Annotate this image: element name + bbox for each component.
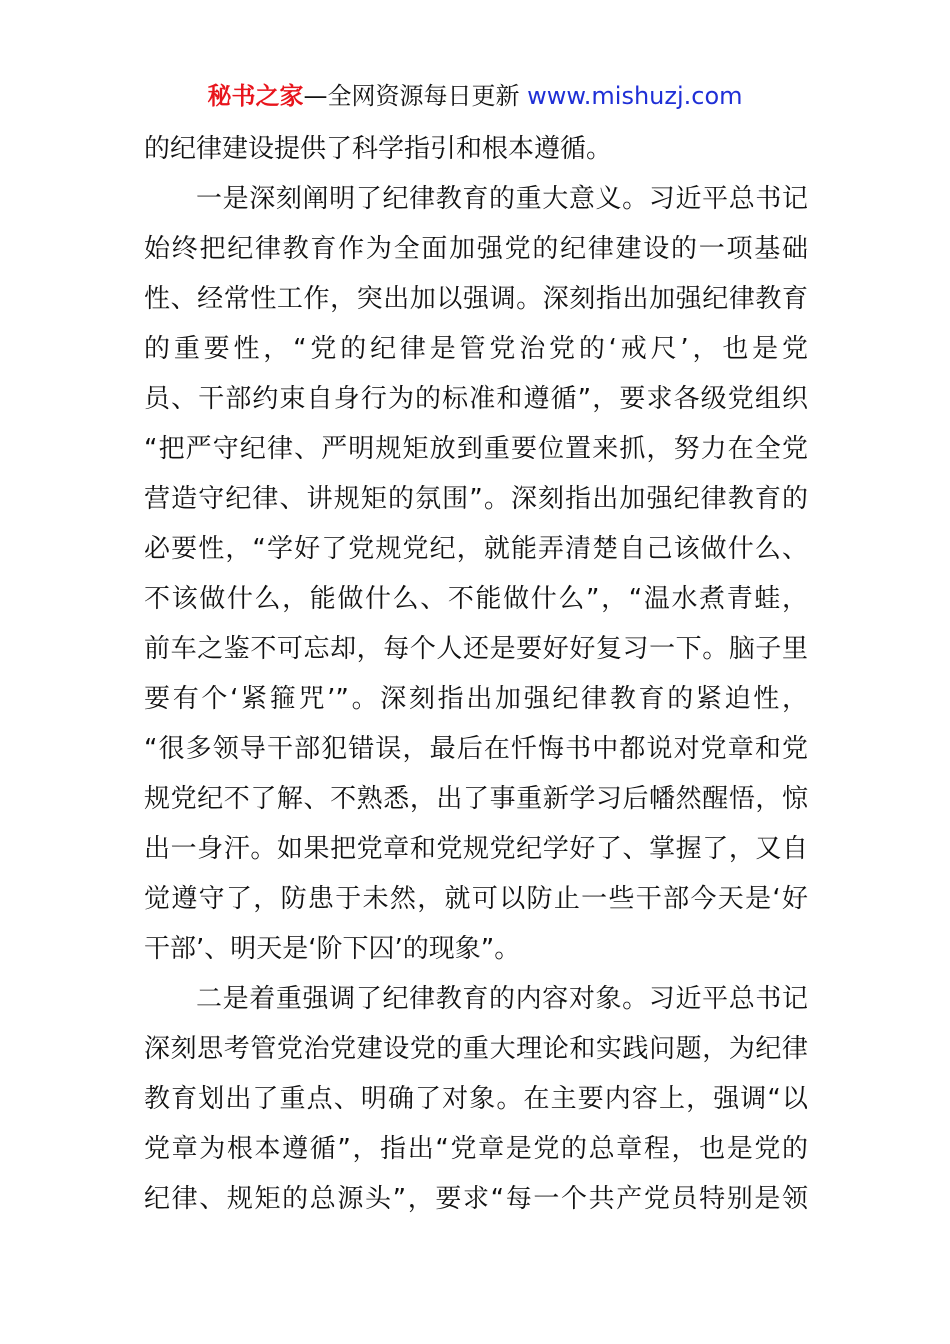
text-line: 始终把纪律教育作为全面加强党的纪律建设的一项基础 xyxy=(144,234,808,264)
text-line: 干部’、明天是‘阶下囚’的现象”。 xyxy=(144,934,521,964)
text-line: 前车之鉴不可忘却，每个人还是要好好复习一下。脑子里 xyxy=(144,634,808,664)
text-line: “把严守纪律、严明规矩放到重要位置来抓，努力在全党 xyxy=(144,434,808,464)
text-line: 规党纪不了解、不熟悉，出了事重新学习后幡然醒悟，惊 xyxy=(144,784,808,814)
text-line: 深刻思考管党治党建设党的重大理论和实践问题，为纪律 xyxy=(144,1034,808,1064)
site-tagline: —全网资源每日更新 xyxy=(303,82,528,110)
text-line: 营造守纪律、讲规矩的氛围”。深刻指出加强纪律教育的 xyxy=(144,484,808,514)
text-line: 纪律、规矩的总源头”，要求“每一个共产党员特别是领 xyxy=(144,1184,808,1214)
paragraph-start-line: 一是深刻阐明了纪律教育的重大意义。习近平总书记 xyxy=(196,184,808,214)
text-line: “很多领导干部犯错误，最后在忏悔书中都说对党章和党 xyxy=(144,734,808,764)
text-line: 的重要性，“党的纪律是管党治党的‘戒尺’，也是党 xyxy=(144,334,808,364)
text-line: 出一身汗。如果把党章和党规党纪学好了、掌握了，又自 xyxy=(144,834,808,864)
text-line: 不该做什么，能做什么、不能做什么”，“温水煮青蛙， xyxy=(144,584,808,614)
paragraph-start-line: 二是着重强调了纪律教育的内容对象。习近平总书记 xyxy=(196,984,808,1014)
text-line: 要有个‘紧箍咒’”。深刻指出加强纪律教育的紧迫性， xyxy=(144,684,808,714)
text-line: 党章为根本遵循”，指出“党章是党的总章程，也是党的 xyxy=(144,1134,808,1164)
text-line: 必要性，“学好了党规党纪，就能弄清楚自己该做什么、 xyxy=(144,534,808,564)
text-line: 的纪律建设提供了科学指引和根本遵循。 xyxy=(144,134,613,164)
text-line: 性、经常性工作，突出加以强调。深刻指出加强纪律教育 xyxy=(144,284,808,314)
site-header xyxy=(0,80,950,112)
text-line: 教育划出了重点、明确了对象。在主要内容上，强调“以 xyxy=(144,1084,808,1114)
site-url-link[interactable]: www.mishuzj.com xyxy=(527,82,743,110)
text-line: 觉遵守了，防患于未然，就可以防止一些干部今天是‘好 xyxy=(144,884,808,914)
document-body xyxy=(144,124,808,1224)
text-line: 员、干部约束自身行为的标准和遵循”，要求各级党组织 xyxy=(144,384,808,414)
site-brand: 秘书之家 xyxy=(207,82,304,110)
